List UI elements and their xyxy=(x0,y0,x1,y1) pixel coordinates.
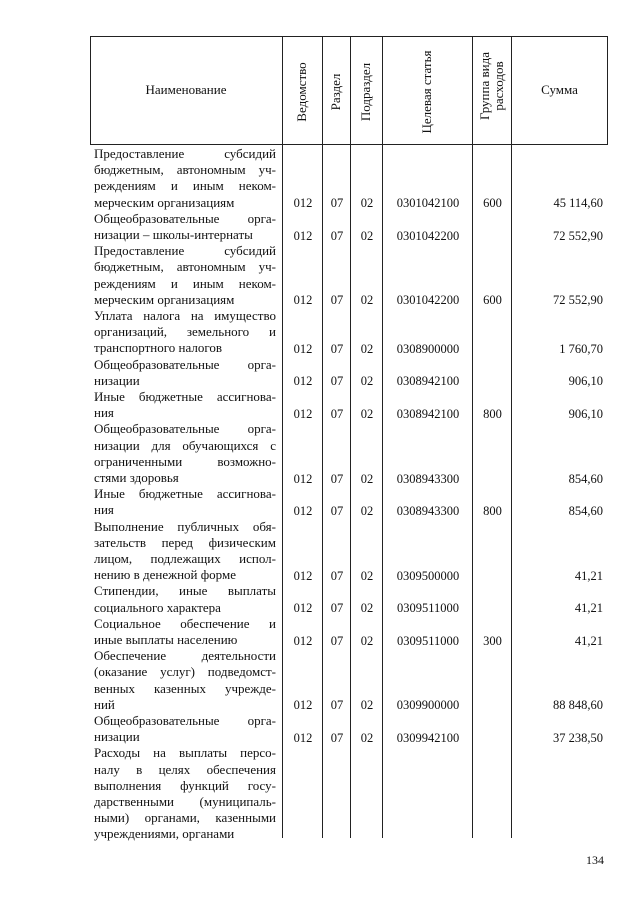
row-name xyxy=(94,389,276,421)
cell-podrazdel: 02 xyxy=(360,601,374,616)
row-name xyxy=(94,648,276,713)
cell-podrazdel: 02 xyxy=(360,568,374,583)
cell-podrazdel: 02 xyxy=(360,228,374,243)
row-name-line: ния xyxy=(94,502,114,518)
cell-vedomstvo: 012 xyxy=(293,698,313,713)
cell-vedomstvo: 012 xyxy=(293,730,313,745)
cell-celevaya-statya: 0309511000 xyxy=(396,633,460,648)
row-name-line: Предоставление субсидий xyxy=(94,243,276,259)
cell-podrazdel: 02 xyxy=(360,196,374,211)
cell-celevaya-statya: 0308943300 xyxy=(396,503,460,518)
cell-summa: 854,60 xyxy=(568,503,603,518)
page-number: 134 xyxy=(586,853,604,867)
cell-razdel: 07 xyxy=(330,730,344,745)
cell-vedomstvo: 012 xyxy=(293,341,313,356)
row-name-line: реждениям и иным неком- xyxy=(94,178,276,194)
row-name xyxy=(94,519,276,584)
row-name-line: социального характера xyxy=(94,599,221,615)
row-name xyxy=(94,616,276,648)
cell-razdel: 07 xyxy=(330,698,344,713)
cell-razdel: 07 xyxy=(330,471,344,486)
cell-vedomstvo: 012 xyxy=(293,228,313,243)
header-gruppa-line2: расходов xyxy=(491,61,506,111)
cell-razdel: 07 xyxy=(330,633,344,648)
row-name-line: выполнения функций госу- xyxy=(94,777,276,793)
row-name-line: реждениям и иным неком- xyxy=(94,275,276,291)
cell-razdel: 07 xyxy=(330,568,344,583)
row-name xyxy=(94,243,276,308)
cell-podrazdel: 02 xyxy=(360,341,374,356)
row-name-line: зательств перед физическим xyxy=(94,534,276,550)
row-name-line: Предоставление субсидий xyxy=(94,146,276,161)
row-name-line: нению в денежной форме xyxy=(94,567,236,583)
row-name-line: Иные бюджетные ассигнова- xyxy=(94,486,276,502)
column-border xyxy=(282,36,283,838)
cell-gruppa: 300 xyxy=(483,633,502,648)
cell-summa: 906,10 xyxy=(568,374,603,389)
row-name-line: ными) органами, казенными xyxy=(94,810,276,826)
cell-vedomstvo: 012 xyxy=(293,406,313,421)
cell-podrazdel: 02 xyxy=(360,698,374,713)
cell-vedomstvo: 012 xyxy=(293,471,313,486)
row-name-line: бюджетным, автономным уч- xyxy=(94,259,276,275)
cell-summa: 45 114,60 xyxy=(553,196,603,211)
cell-podrazdel: 02 xyxy=(360,471,374,486)
header-bottom-border xyxy=(90,144,607,145)
row-name xyxy=(94,713,276,745)
row-name-line: низации xyxy=(94,372,140,388)
row-name-line: стями здоровья xyxy=(94,470,179,485)
cell-summa: 41,21 xyxy=(574,633,603,648)
row-name-line: Выполнение публичных обя- xyxy=(94,518,276,534)
cell-celevaya-statya: 0309900000 xyxy=(396,698,460,713)
cell-summa: 88 848,60 xyxy=(553,698,603,713)
cell-razdel: 07 xyxy=(330,601,344,616)
header-summa: Сумма xyxy=(541,82,578,97)
cell-gruppa: 600 xyxy=(483,196,502,211)
cell-podrazdel: 02 xyxy=(360,374,374,389)
row-name-line: Иные бюджетные ассигнова- xyxy=(94,389,276,404)
cell-summa: 37 238,50 xyxy=(553,730,603,745)
row-name-line: венных казенных учрежде- xyxy=(94,680,276,696)
column-border xyxy=(350,36,351,838)
row-name-line: Общеобразовательные орга- xyxy=(94,421,276,437)
row-name xyxy=(94,583,276,615)
row-name xyxy=(94,421,276,486)
row-name xyxy=(94,745,276,842)
column-border xyxy=(472,36,473,838)
cell-razdel: 07 xyxy=(330,406,344,421)
cell-vedomstvo: 012 xyxy=(293,374,313,389)
row-name-line: Обеспечение деятельности xyxy=(94,648,276,664)
column-border xyxy=(322,36,323,838)
row-name-line: Расходы на выплаты персо- xyxy=(94,745,276,761)
header-podrazdel: Подраздел xyxy=(358,62,373,122)
cell-razdel: 07 xyxy=(330,293,344,308)
row-name-line: учреждениями, органами xyxy=(94,826,235,842)
header-name: Наименование xyxy=(145,82,227,97)
row-name-line: мерческим организациям xyxy=(94,194,235,210)
row-name-line: бюджетным, автономным уч- xyxy=(94,162,276,178)
row-name xyxy=(94,308,276,357)
column-border xyxy=(382,36,383,838)
cell-podrazdel: 02 xyxy=(360,503,374,518)
row-name xyxy=(94,146,276,211)
cell-vedomstvo: 012 xyxy=(293,568,313,583)
cell-gruppa: 800 xyxy=(483,503,502,518)
header-vedomstvo: Ведомство xyxy=(294,62,309,122)
row-name-line: мерческим организациям xyxy=(94,291,235,307)
cell-razdel: 07 xyxy=(330,374,344,389)
row-name-line: ний xyxy=(94,696,115,712)
row-name xyxy=(94,357,276,389)
cell-celevaya-statya: 0308942100 xyxy=(396,374,460,389)
row-name-line: низации для обучающихся с xyxy=(94,437,276,453)
row-name-line: низации – школы-интернаты xyxy=(94,227,253,242)
row-name-line: иные выплаты населению xyxy=(94,632,238,647)
cell-razdel: 07 xyxy=(330,341,344,356)
cell-gruppa: 600 xyxy=(483,293,502,308)
column-border xyxy=(607,36,608,145)
row-name-line: налу в целях обеспечения xyxy=(94,761,276,777)
cell-celevaya-statya: 0301042200 xyxy=(396,293,460,308)
cell-summa: 72 552,90 xyxy=(553,293,603,308)
header-celevaya-statya: Целевая статья xyxy=(419,50,434,134)
row-name-line: Общеобразовательные орга- xyxy=(94,356,276,372)
cell-podrazdel: 02 xyxy=(360,293,374,308)
header-gruppa-vida-rashodov xyxy=(478,52,506,120)
cell-vedomstvo: 012 xyxy=(293,601,313,616)
cell-gruppa: 800 xyxy=(483,406,502,421)
cell-summa: 41,21 xyxy=(574,601,603,616)
table-top-border xyxy=(90,36,607,37)
cell-celevaya-statya: 0309511000 xyxy=(396,601,460,616)
row-name-line: Социальное обеспечение и xyxy=(94,615,276,631)
row-name-line: Общеобразовательные орга- xyxy=(94,713,276,728)
row-name-line: транспортного налогов xyxy=(94,340,222,356)
cell-celevaya-statya: 0308942100 xyxy=(396,406,460,421)
cell-vedomstvo: 012 xyxy=(293,196,313,211)
cell-celevaya-statya: 0309942100 xyxy=(396,730,460,745)
cell-vedomstvo: 012 xyxy=(293,503,313,518)
row-name-line: Стипендии, иные выплаты xyxy=(94,583,276,599)
cell-vedomstvo: 012 xyxy=(293,633,313,648)
cell-razdel: 07 xyxy=(330,196,344,211)
row-name-line: дарственными (муниципаль- xyxy=(94,794,276,809)
row-name-line: организаций, земельного и xyxy=(94,324,276,340)
cell-summa: 72 552,90 xyxy=(553,228,603,243)
cell-vedomstvo: 012 xyxy=(293,293,313,308)
cell-celevaya-statya: 0308900000 xyxy=(396,341,460,356)
cell-celevaya-statya: 0308943300 xyxy=(396,471,460,486)
cell-razdel: 07 xyxy=(330,228,344,243)
row-name-line: лицом, подлежащих испол- xyxy=(94,551,276,566)
cell-podrazdel: 02 xyxy=(360,406,374,421)
row-name-line: ния xyxy=(94,405,114,421)
row-name xyxy=(94,486,276,518)
row-name-line: Уплата налога на имущество xyxy=(94,308,276,323)
row-name-line: ограниченными возможно- xyxy=(94,453,276,469)
row-name-line: низации xyxy=(94,729,140,745)
row-name xyxy=(94,211,276,243)
cell-celevaya-statya: 0301042100 xyxy=(396,196,460,211)
cell-podrazdel: 02 xyxy=(360,730,374,745)
column-border xyxy=(511,36,512,838)
cell-summa: 1 760,70 xyxy=(559,341,603,356)
cell-celevaya-statya: 0301042200 xyxy=(396,228,460,243)
header-gruppa-line1: Группа вида xyxy=(477,52,492,120)
row-name-line: Общеобразовательные орга- xyxy=(94,210,276,226)
cell-celevaya-statya: 0309500000 xyxy=(396,568,460,583)
row-name-line: (оказание услуг) подведомст- xyxy=(94,664,276,680)
cell-summa: 906,10 xyxy=(568,406,603,421)
cell-razdel: 07 xyxy=(330,503,344,518)
header-razdel: Раздел xyxy=(328,73,343,111)
cell-summa: 854,60 xyxy=(568,471,603,486)
cell-summa: 41,21 xyxy=(574,568,603,583)
cell-podrazdel: 02 xyxy=(360,633,374,648)
